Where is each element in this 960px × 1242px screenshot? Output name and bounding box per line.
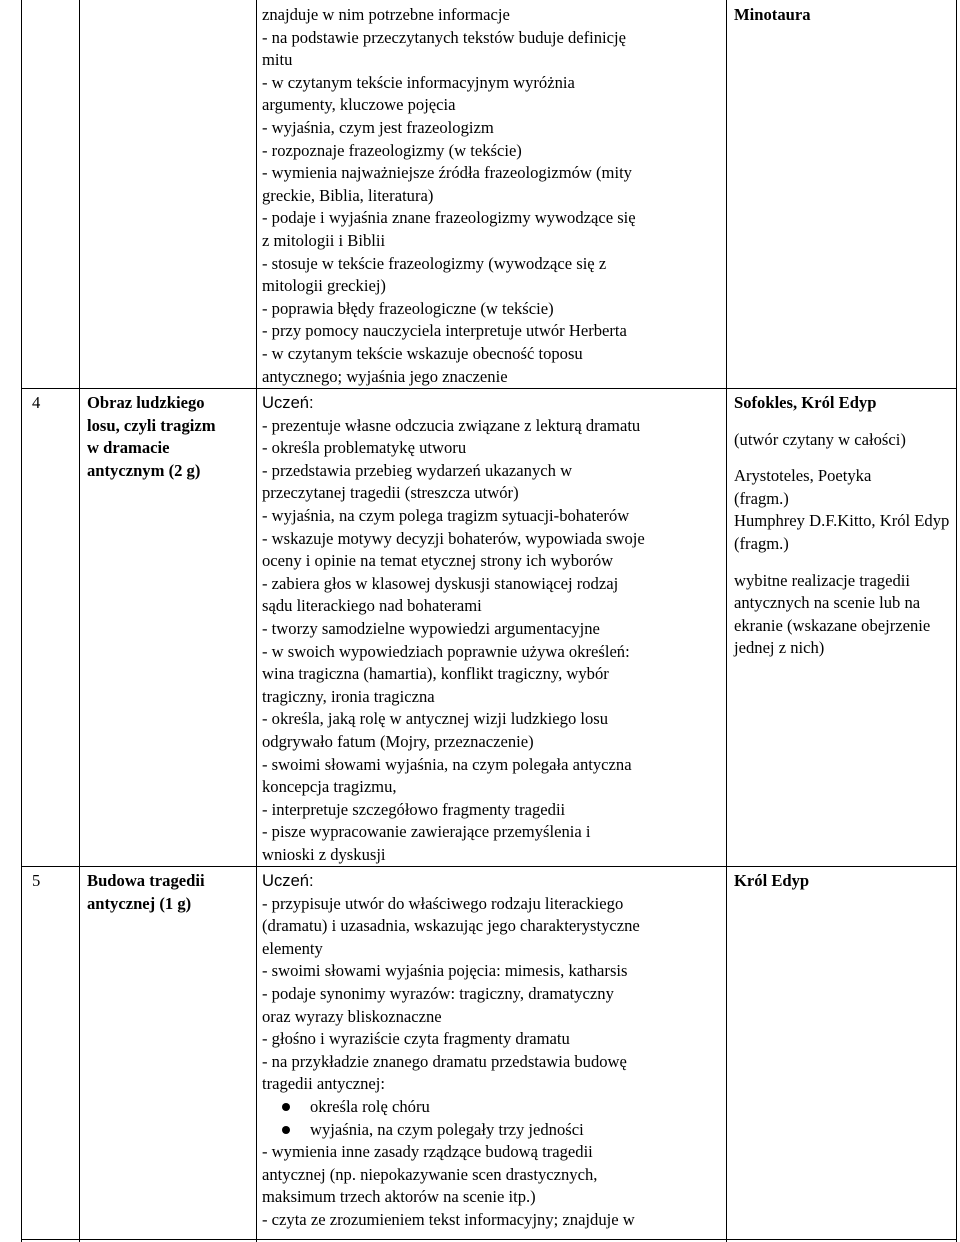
table-border-right xyxy=(956,0,957,1242)
outcome-line: - interpretuje szczegółowo fragmenty tragedii xyxy=(262,799,566,819)
text-note: (utwór czytany w całości) xyxy=(734,429,906,449)
text-title-poetyka: Arystoteles, Poetyka (fragm.) xyxy=(734,466,872,508)
outcome-line: - wyjaśnia, na czym polega tragizm sytuacji-bohaterów xyxy=(262,505,630,525)
outcome-line: wnioski z dyskusji xyxy=(262,844,386,864)
outcome-line: - na podstawie przeczytanych tekstów buduje definicję xyxy=(262,27,627,47)
outcomes-heading: Uczeń: xyxy=(262,871,314,890)
outcome-line: odgrywało fatum (Mojry, przeznaczenie) xyxy=(262,731,534,751)
text-title-minotaur: Minotaura xyxy=(734,5,811,24)
outcome-line: - przy pomocy nauczyciela interpretuje utwór Herberta xyxy=(262,321,627,341)
outcome-line: mitologii greckiej) xyxy=(262,276,386,296)
outcome-line: tragedii antycznej: xyxy=(262,1074,386,1094)
outcome-line: - w czytanym tekście informacyjnym wyróżnia xyxy=(262,72,575,92)
topic-line: Obraz ludzkiego xyxy=(87,393,205,412)
bullet-text: określa rolę chóru xyxy=(310,1096,430,1116)
bullet-dot-icon xyxy=(282,1126,290,1134)
bullet-dot-icon xyxy=(282,1103,290,1111)
outcome-line: - wymienia inne zasady rządzące budową tragedii xyxy=(262,1142,593,1162)
outcome-line: sądu literackiego nad bohaterami xyxy=(262,596,482,616)
row-number: 5 xyxy=(32,871,41,890)
texts-cell-4 xyxy=(734,392,952,660)
topic-line: losu, czyli tragizm xyxy=(87,415,216,435)
outcome-line: oceny i opinie na temat etycznej strony ich wyborów xyxy=(262,551,614,571)
table-border-left xyxy=(21,0,22,1242)
outcome-line: antycznej (np. niepokazywanie scen drastycznych, xyxy=(262,1164,598,1184)
outcome-line: z mitologii i Biblii xyxy=(262,230,386,250)
bullet-item xyxy=(262,1096,724,1119)
outcome-line: - czyta ze zrozumieniem tekst informacyjny; znajduje w xyxy=(262,1209,635,1229)
outcome-line: - pisze wypracowanie zawierające przemyślenia i xyxy=(262,822,591,842)
number-cell-4 xyxy=(32,392,76,415)
table-divider-number-topic xyxy=(79,0,80,1242)
topic-line: Budowa tragedii xyxy=(87,871,205,890)
spacer xyxy=(734,556,952,570)
outcome-line: - podaje i wyjaśnia znane frazeologizmy wywodzące się xyxy=(262,208,636,228)
row-divider-4 xyxy=(21,388,957,389)
outcome-line: przeczytanej tragedii (streszcza utwór) xyxy=(262,483,519,503)
number-cell-5 xyxy=(32,870,76,893)
outcome-line: - przedstawia przebieg wydarzeń ukazanych w xyxy=(262,460,573,480)
spacer xyxy=(734,451,952,465)
text-title-krol-edyp: Sofokles, Król Edyp xyxy=(734,393,877,412)
outcome-line: - tworzy samodzielne wypowiedzi argumentacyjne xyxy=(262,618,600,638)
texts-cell-continuation xyxy=(734,4,952,27)
outcome-line: - prezentuje własne odczucia związane z lekturą dramatu xyxy=(262,415,641,435)
outcome-line: - na przykładzie znanego dramatu przedstawia budowę xyxy=(262,1051,627,1071)
outcome-line: - zabiera głos w klasowej dyskusji stanowiącej rodzaj xyxy=(262,573,619,593)
spacer xyxy=(734,415,952,429)
outcome-line: oraz wyrazy bliskoznaczne xyxy=(262,1006,442,1026)
topic-line: w dramacie xyxy=(87,438,170,458)
bullet-text: wyjaśnia, na czym polegały trzy jedności xyxy=(310,1119,584,1139)
outcome-line: tragiczny, ironia tragiczna xyxy=(262,686,435,706)
outcome-line: - wyjaśnia, czym jest frazeologizm xyxy=(262,117,494,137)
outcome-line: - podaje synonimy wyrazów: tragiczny, dramatyczny xyxy=(262,983,614,1003)
outcome-line: - rozpoznaje frazeologizmy (w tekście) xyxy=(262,140,522,160)
outcome-line: elementy xyxy=(262,938,323,958)
outcome-line: znajduje w nim potrzebne informacje xyxy=(262,5,510,24)
outcome-line: - poprawia błędy frazeologiczne (w tekście) xyxy=(262,298,554,318)
table-border-bottom xyxy=(21,1239,957,1240)
text-stagings: wybitne realizacje tragedii antycznych na scenie lub na ekranie (wskazane obejrzenie jednej z nich) xyxy=(734,570,931,658)
outcome-line: (dramatu) i uzasadnia, wskazując jego charakterystyczne xyxy=(262,916,640,936)
text-title-krol-edyp: Król Edyp xyxy=(734,871,810,890)
topic-line: antycznym (2 g) xyxy=(87,460,201,480)
outcome-line: - głośno i wyraziście czyta fragmenty dramatu xyxy=(262,1029,570,1049)
outcomes-cell-4 xyxy=(262,392,724,866)
outcome-line: argumenty, kluczowe pojęcia xyxy=(262,95,456,115)
outcome-line: koncepcja tragizmu, xyxy=(262,777,397,797)
row-number: 4 xyxy=(32,393,41,412)
topic-cell-4 xyxy=(87,392,253,482)
outcome-line: - swoimi słowami wyjaśnia pojęcia: mimesis, katharsis xyxy=(262,961,628,981)
outcome-line: greckie, Biblia, literatura) xyxy=(262,185,434,205)
outcomes-heading: Uczeń: xyxy=(262,393,314,412)
table-divider-outcomes-texts xyxy=(726,0,727,1242)
text-title-kitto: Humphrey D.F.Kitto, Król Edyp (fragm.) xyxy=(734,511,950,553)
outcome-line: - wymienia najważniejsze źródła frazeologizmów (mity xyxy=(262,163,632,183)
outcome-line: - przypisuje utwór do właściwego rodzaju literackiego xyxy=(262,893,624,913)
outcome-line: - w swoich wypowiedziach poprawnie używa określeń: xyxy=(262,641,630,661)
outcome-line: wina tragiczna (hamartia), konflikt tragiczny, wybór xyxy=(262,664,609,684)
outcome-line: - stosuje w tekście frazeologizmy (wywodzące się z xyxy=(262,253,607,273)
outcome-line: - określa, jaką rolę w antycznej wizji ludzkiego losu xyxy=(262,709,609,729)
outcomes-cell-continuation xyxy=(262,4,724,388)
texts-cell-5 xyxy=(734,870,952,893)
outcome-line: antycznego; wyjaśnia jego znaczenie xyxy=(262,366,508,386)
outcome-line: mitu xyxy=(262,50,293,70)
outcome-line: maksimum trzech aktorów na scenie itp.) xyxy=(262,1187,536,1207)
outcome-line: - wskazuje motywy decyzji bohaterów, wypowiada swoje xyxy=(262,528,645,548)
bullet-item xyxy=(262,1119,724,1142)
topic-cell-5 xyxy=(87,870,253,915)
outcome-line: - swoimi słowami wyjaśnia, na czym polegała antyczna xyxy=(262,754,632,774)
outcomes-cell-5 xyxy=(262,870,724,1232)
table-divider-topic-outcomes xyxy=(256,0,257,1242)
topic-line: antycznej (1 g) xyxy=(87,893,192,913)
outcome-line: - określa problematykę utworu xyxy=(262,438,467,458)
outcome-line: - w czytanym tekście wskazuje obecność toposu xyxy=(262,343,583,363)
